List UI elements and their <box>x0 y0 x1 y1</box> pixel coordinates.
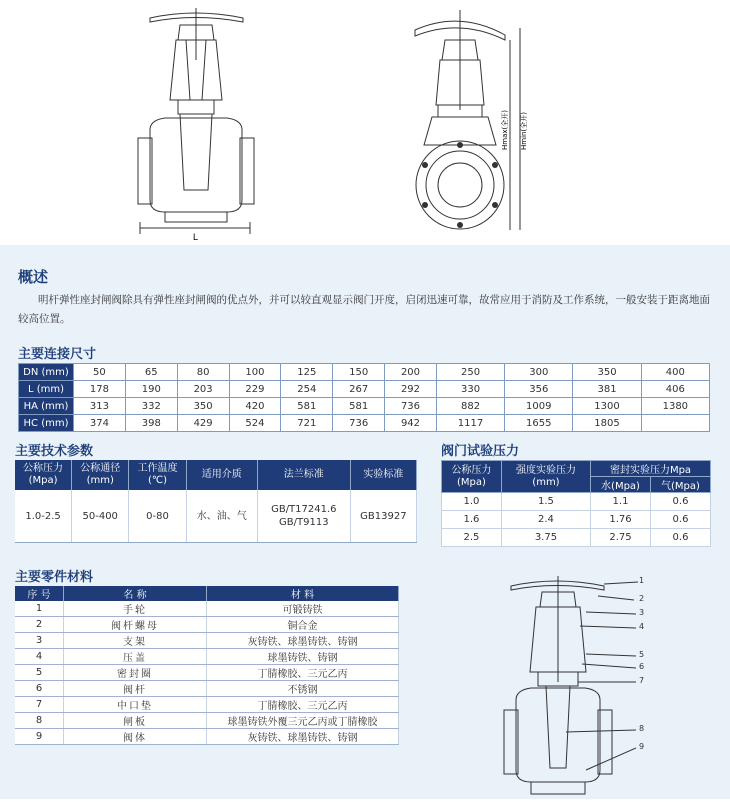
parts-table <box>15 586 399 745</box>
valve-drawings <box>0 0 730 245</box>
pressure-cell: 0.6 <box>650 493 710 511</box>
pressure-gas-header: 气(Mpa) <box>650 477 710 493</box>
connection-cell: 429 <box>177 415 229 432</box>
connection-cell: 381 <box>573 381 641 398</box>
connection-cell: 736 <box>333 415 385 432</box>
pressure-cell: 2.75 <box>591 529 651 547</box>
connection-cell: 420 <box>229 398 281 415</box>
part-callout: 4 <box>639 622 645 631</box>
connection-cell: 1009 <box>505 398 573 415</box>
part-name: 阀杆螺母 <box>64 617 207 633</box>
pressure-nominal-header: 公称压力 (Mpa) <box>442 461 502 493</box>
connection-cell: 581 <box>333 398 385 415</box>
connection-row-label: DN (mm) <box>19 364 74 381</box>
connection-cell: 356 <box>505 381 573 398</box>
part-number: 7 <box>15 697 64 713</box>
part-material: 可锻铸铁 <box>207 601 399 617</box>
connection-cell: 80 <box>177 364 229 381</box>
part-number: 9 <box>15 729 64 745</box>
hmin-label: Hmin(全开) <box>520 112 528 150</box>
pressure-cell: 1.76 <box>591 511 651 529</box>
connection-cell: 406 <box>641 381 709 398</box>
connection-cell: 313 <box>74 398 126 415</box>
part-number: 8 <box>15 713 64 729</box>
part-material: 不锈钢 <box>207 681 399 697</box>
part-material: 球墨铸铁、铸钢 <box>207 649 399 665</box>
tech-header: 公称通径 (mm) <box>72 460 129 490</box>
pressure-cell: 1.1 <box>591 493 651 511</box>
parts-drawing <box>486 572 666 798</box>
part-name: 压盖 <box>64 649 207 665</box>
pressure-strength-header: 强度实验压力 (mm) <box>501 461 590 493</box>
connection-cell: 736 <box>385 398 437 415</box>
part-callout: 7 <box>639 676 645 685</box>
connection-cell: 524 <box>229 415 281 432</box>
connection-cell: 942 <box>385 415 437 432</box>
part-callout: 3 <box>639 608 645 617</box>
hmax-label: Hmax(全开) <box>501 110 509 150</box>
pressure-cell: 2.4 <box>501 511 590 529</box>
pressure-cell: 1.5 <box>501 493 590 511</box>
overview-text: 明杆弹性座封闸阀除具有弹性座封闸阀的优点外，并可以较直观显示阀门开度，启闭迅速可靠，故常应用于消防及工作系统，一般安装于距离地面较高位置。 <box>18 294 710 325</box>
connection-cell: 1117 <box>436 415 504 432</box>
parts-name-header: 名 称 <box>64 586 207 601</box>
connection-cell: 150 <box>333 364 385 381</box>
part-name: 支架 <box>64 633 207 649</box>
part-number: 6 <box>15 681 64 697</box>
part-name: 密封圈 <box>64 665 207 681</box>
tech-cell: GB13927 <box>350 490 416 543</box>
connection-row-label: HA (mm) <box>19 398 74 415</box>
pressure-cell: 2.5 <box>442 529 502 547</box>
pressure-cell: 1.0 <box>442 493 502 511</box>
parts-row <box>15 649 399 665</box>
connection-cell: 267 <box>333 381 385 398</box>
pressure-row <box>442 529 711 547</box>
part-callout: 8 <box>639 724 645 733</box>
sectional-view <box>486 572 666 798</box>
connection-cell: 50 <box>74 364 126 381</box>
tech-cell: 水、油、气 <box>186 490 257 543</box>
connection-cell: 1300 <box>573 398 641 415</box>
connection-cell: 178 <box>74 381 126 398</box>
tech-heading: 主要技术参数 <box>15 444 94 459</box>
tech-header: 公称压力 (Mpa) <box>15 460 72 490</box>
parts-no-header: 序 号 <box>15 586 64 601</box>
part-number: 1 <box>15 601 64 617</box>
parts-row <box>15 617 399 633</box>
connection-row <box>19 381 710 398</box>
part-callout: 5 <box>639 650 645 659</box>
pressure-cell: 0.6 <box>650 529 710 547</box>
connection-cell: 398 <box>125 415 177 432</box>
connection-cell: 254 <box>281 381 333 398</box>
part-name: 阀体 <box>64 729 207 745</box>
part-material: 铜合金 <box>207 617 399 633</box>
tech-header: 适用介质 <box>186 460 257 490</box>
connection-row-label: HC (mm) <box>19 415 74 432</box>
tech-cell: 1.0-2.5 <box>15 490 72 543</box>
connection-cell: 1380 <box>641 398 709 415</box>
connection-cell: 229 <box>229 381 281 398</box>
part-material: 灰铸铁、球墨铸铁、铸钢 <box>207 729 399 745</box>
pressure-row <box>442 493 711 511</box>
part-callout: 2 <box>639 594 645 603</box>
connection-cell: 125 <box>281 364 333 381</box>
pressure-table <box>441 460 711 547</box>
part-name: 手轮 <box>64 601 207 617</box>
front-side-views <box>0 0 730 245</box>
parts-material-header: 材 料 <box>207 586 399 601</box>
connection-cell: 882 <box>436 398 504 415</box>
connection-cell: 400 <box>641 364 709 381</box>
connection-cell: 374 <box>74 415 126 432</box>
connection-cell: 1655 <box>505 415 573 432</box>
part-number: 2 <box>15 617 64 633</box>
part-number: 5 <box>15 665 64 681</box>
part-material: 丁腈橡胶、三元乙丙 <box>207 697 399 713</box>
part-name: 中口垫 <box>64 697 207 713</box>
tech-cell: GB/T17241.6 GB/T9113 <box>257 490 350 543</box>
connection-cell: 100 <box>229 364 281 381</box>
part-name: 阀杆 <box>64 681 207 697</box>
overview-title: 概述 <box>18 268 49 286</box>
parts-row <box>15 729 399 745</box>
tech-header: 工作温度 (℃) <box>129 460 186 490</box>
connection-row <box>19 398 710 415</box>
pressure-row <box>442 511 711 529</box>
part-material: 球墨铸铁外覆三元乙丙或丁腈橡胶 <box>207 713 399 729</box>
connection-heading: 主要连接尺寸 <box>18 347 97 362</box>
connection-cell: 300 <box>505 364 573 381</box>
tech-cell: 0-80 <box>129 490 186 543</box>
part-number: 4 <box>15 649 64 665</box>
pressure-seal-header: 密封实验压力Mpa <box>591 461 711 477</box>
connection-cell: 350 <box>573 364 641 381</box>
connection-cell: 332 <box>125 398 177 415</box>
pressure-cell: 1.6 <box>442 511 502 529</box>
connection-cell: 250 <box>436 364 504 381</box>
connection-cell: 200 <box>385 364 437 381</box>
connection-cell: 721 <box>281 415 333 432</box>
part-callout: 1 <box>639 576 645 585</box>
pressure-cell: 0.6 <box>650 511 710 529</box>
tech-header: 法兰标准 <box>257 460 350 490</box>
connection-cell: 350 <box>177 398 229 415</box>
connection-cell: 203 <box>177 381 229 398</box>
connection-row <box>19 415 710 432</box>
part-callout: 9 <box>639 742 645 751</box>
pressure-heading: 阀门试验压力 <box>441 444 520 459</box>
parts-row <box>15 665 399 681</box>
connection-cell <box>641 415 709 432</box>
length-label: L <box>193 232 199 242</box>
parts-row <box>15 697 399 713</box>
part-material: 丁腈橡胶、三元乙丙 <box>207 665 399 681</box>
parts-row <box>15 681 399 697</box>
connection-table <box>18 363 710 432</box>
connection-row <box>19 364 710 381</box>
part-material: 灰铸铁、球墨铸铁、铸钢 <box>207 633 399 649</box>
tech-header: 实验标准 <box>350 460 416 490</box>
connection-cell: 330 <box>436 381 504 398</box>
parts-row <box>15 713 399 729</box>
part-number: 3 <box>15 633 64 649</box>
connection-cell: 581 <box>281 398 333 415</box>
tech-cell: 50-400 <box>72 490 129 543</box>
tech-table <box>15 460 417 543</box>
connection-cell: 65 <box>125 364 177 381</box>
part-name: 闸板 <box>64 713 207 729</box>
connection-row-label: L (mm) <box>19 381 74 398</box>
parts-row <box>15 601 399 617</box>
pressure-cell: 3.75 <box>501 529 590 547</box>
connection-cell: 1805 <box>573 415 641 432</box>
parts-heading: 主要零件材料 <box>15 570 94 585</box>
pressure-water-header: 水(Mpa) <box>591 477 651 493</box>
connection-cell: 292 <box>385 381 437 398</box>
part-callout: 6 <box>639 662 645 671</box>
parts-row <box>15 633 399 649</box>
connection-cell: 190 <box>125 381 177 398</box>
